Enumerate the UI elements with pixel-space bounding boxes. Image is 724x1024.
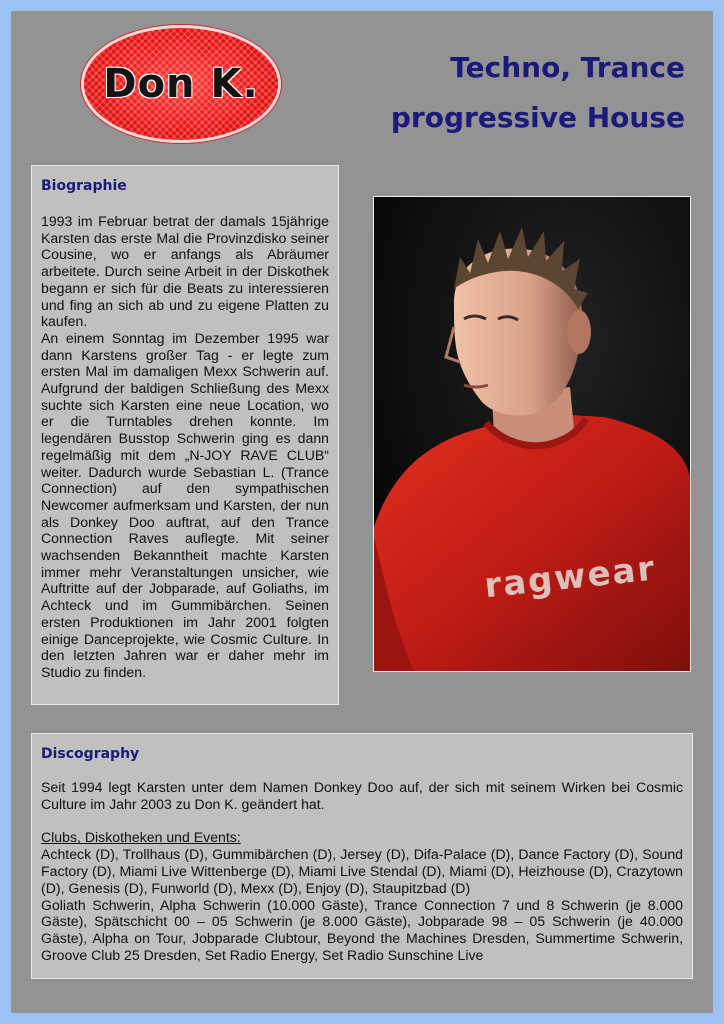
biography-text [41,213,329,681]
biography-panel [31,165,339,705]
discography-panel [31,733,693,979]
biography-title: Biographie [41,178,127,194]
document-page [11,11,713,1013]
discography-text [41,779,683,964]
clubs-heading: Clubs, Diskotheken und Events: [41,829,241,846]
genre-headline [391,43,685,143]
logo-text: Don K. [103,61,259,107]
biography-paragraph: An einem Sonntag im Dezember 1995 war dann Karstens großer Tag - er legte zum ersten Mal im damaligen Mexx Schwerin auf. Aufgrund der baldigen Schließung des Mexx suchte sich Karsten eine neue Location, wo er die Turntables drehen konnte. Im legendären Busstop Schwerin ging es dann regelmäßig mit dem „N-JOY RAVE CLUB“ weiter. Dadurch wurde Sebastian L. (Trance Connection) auf den sympathischen Newcomer aufmerksam und Karsten, der nun als Donkey Doo auftrat, auf den Trance Connection Raves auflegte. Mit seiner wachsenden Bekanntheit machte Karsten immer mehr Veranstaltungen unsicher, wie Auftritte auf der Jobparade, auf Goliaths, im Achteck und im Gummibärchen. Seinen ersten Produktionen im Jahr 2001 folgten einige Danceprojekte, wie Cosmic Culture. In den letzten Jahren war er daher mehr im Studio zu finden. [41,329,329,680]
biography-paragraph: 1993 im Februar betrat der damals 15jährige Karsten das erste Mal die Provinzdisko seiner Cousine, wo er anfangs als Abräumer arbeitete. Durch seine Arbeit in der Diskothek begann er sich für die Beats zu interessieren und fing an sich ab und zu eigene Platten zu kaufen. [41,213,329,330]
don-k-logo [81,25,281,143]
discography-title: Discography [41,746,140,762]
artist-portrait-image [374,197,690,671]
headline-line-2: progressive House [390,101,685,134]
clubs-list: Achteck (D), Trollhaus (D), Gummibärchen (D), Jersey (D), Difa-Palace (D), Dance Factory (D), Sound Factory (D), Miami Live Wittenberge (D), Miami Live Stendal (D), Miami (D), Heizhouse (D), Crazytown (D), Genesis (D), Funworld (D), Mexx (D), Enjoy (D), Staupitzbad (D) [41,846,683,896]
headline-line-1: Techno, Trance [450,51,685,84]
artist-photo [373,196,691,672]
events-list: Goliath Schwerin, Alpha Schwerin (10.000 Gäste), Trance Connection 7 und 8 Schwerin (je 8.000 Gäste), Spätschicht 00 – 05 Schwerin (je 8.000 Gäste), Jobparade 98 – 05 Schwerin (je 40.000 Gäste), Alpha on Tour, Jobparade Clubtour, Beyond the Machines Dresden, Summertime Schwerin, Groove Club 25 Dresden, Set Radio Energy, Set Radio Sunschine Live [41,896,683,963]
discography-intro: Seit 1994 legt Karsten unter dem Namen Donkey Doo auf, der sich mit seinem Wirken bei Cosmic Culture im Jahr 2003 zu Don K. geändert hat. [41,779,683,812]
shirt-print-text: ragwear [482,548,658,607]
